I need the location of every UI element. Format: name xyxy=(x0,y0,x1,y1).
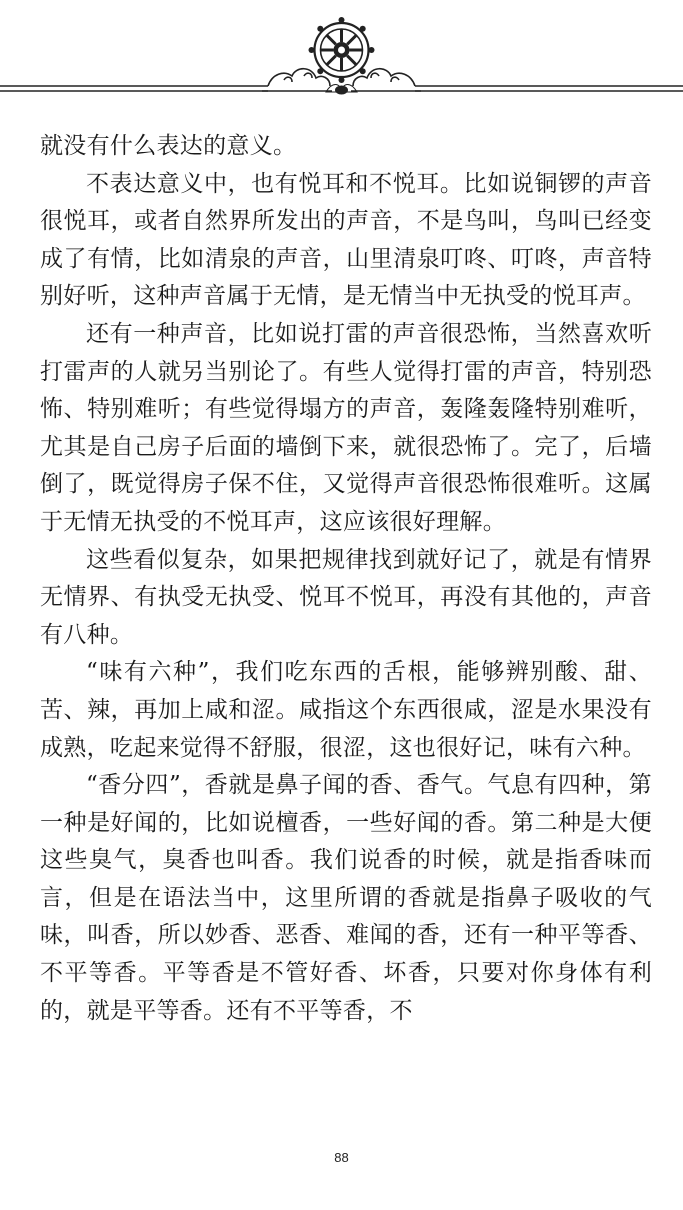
paragraph-pleasant-sounds: 不表达意义中，也有悦耳和不悦耳。比如说铜锣的声音很悦耳，或者自然界所发出的声音，不是鸟叫，鸟叫已经变成了有情，比如清泉的声音，山里清泉叮咚、叮咚，声音特别好听，这种声音属于无情，是无情当中无执受的悦耳声。 xyxy=(40,170,652,310)
paragraph-unpleasant-sounds: 还有一种声音，比如说打雷的声音很恐怖，当然喜欢听打雷声的人就另当别论了。有些人觉得打雷的声音，特别恐怖、特别难听；有些觉得塌方的声音，轰隆轰隆特别难听，尤其是自己房子后面的墙倒下来，就很恐怖了。完了，后墙倒了，既觉得房子保不住，又觉得声音很恐怖很难听。这属于无情无执受的不悦耳声，这应该很好理解。 xyxy=(40,320,652,535)
paragraph-six-tastes: “味有六种”，我们吃东西的舌根，能够辨别酸、甜、苦、辣，再加上咸和涩。咸指这个东西很咸，涩是水果没有成熟，吃起来觉得不舒服，很涩，这也很好记，味有六种。 xyxy=(40,659,652,761)
paragraph-four-smells: “香分四”，香就是鼻子闻的香、香气。气息有四种，第一种是好闻的，比如说檀香，一些好闻的香。第二种是大便这些臭气，臭香也叫香。我们说香的时候，就是指香味而言，但是在语法当中，这里所谓的香就是指鼻子吸收的气味，叫香，所以妙香、恶香、难闻的香，还有一种平等香、不平等香。平等香是不管好香、坏香，只要对你身体有利的，就是平等香。还有不平等香，不 xyxy=(40,772,652,1024)
lotus-base-icon xyxy=(326,85,357,95)
page-body xyxy=(40,128,652,1030)
page-header-ornament xyxy=(0,0,683,110)
paragraph-continuation: 就没有什么表达的意义。 xyxy=(40,133,297,159)
header-svg xyxy=(0,0,683,110)
page-number: 88 xyxy=(334,1150,349,1165)
paragraph-eight-sounds: 这些看似复杂，如果把规律找到就好记了，就是有情界无情界、有执受无执受、悦耳不悦耳，再没有其他的，声音有八种。 xyxy=(40,546,652,648)
dharma-wheel-icon xyxy=(309,17,375,83)
